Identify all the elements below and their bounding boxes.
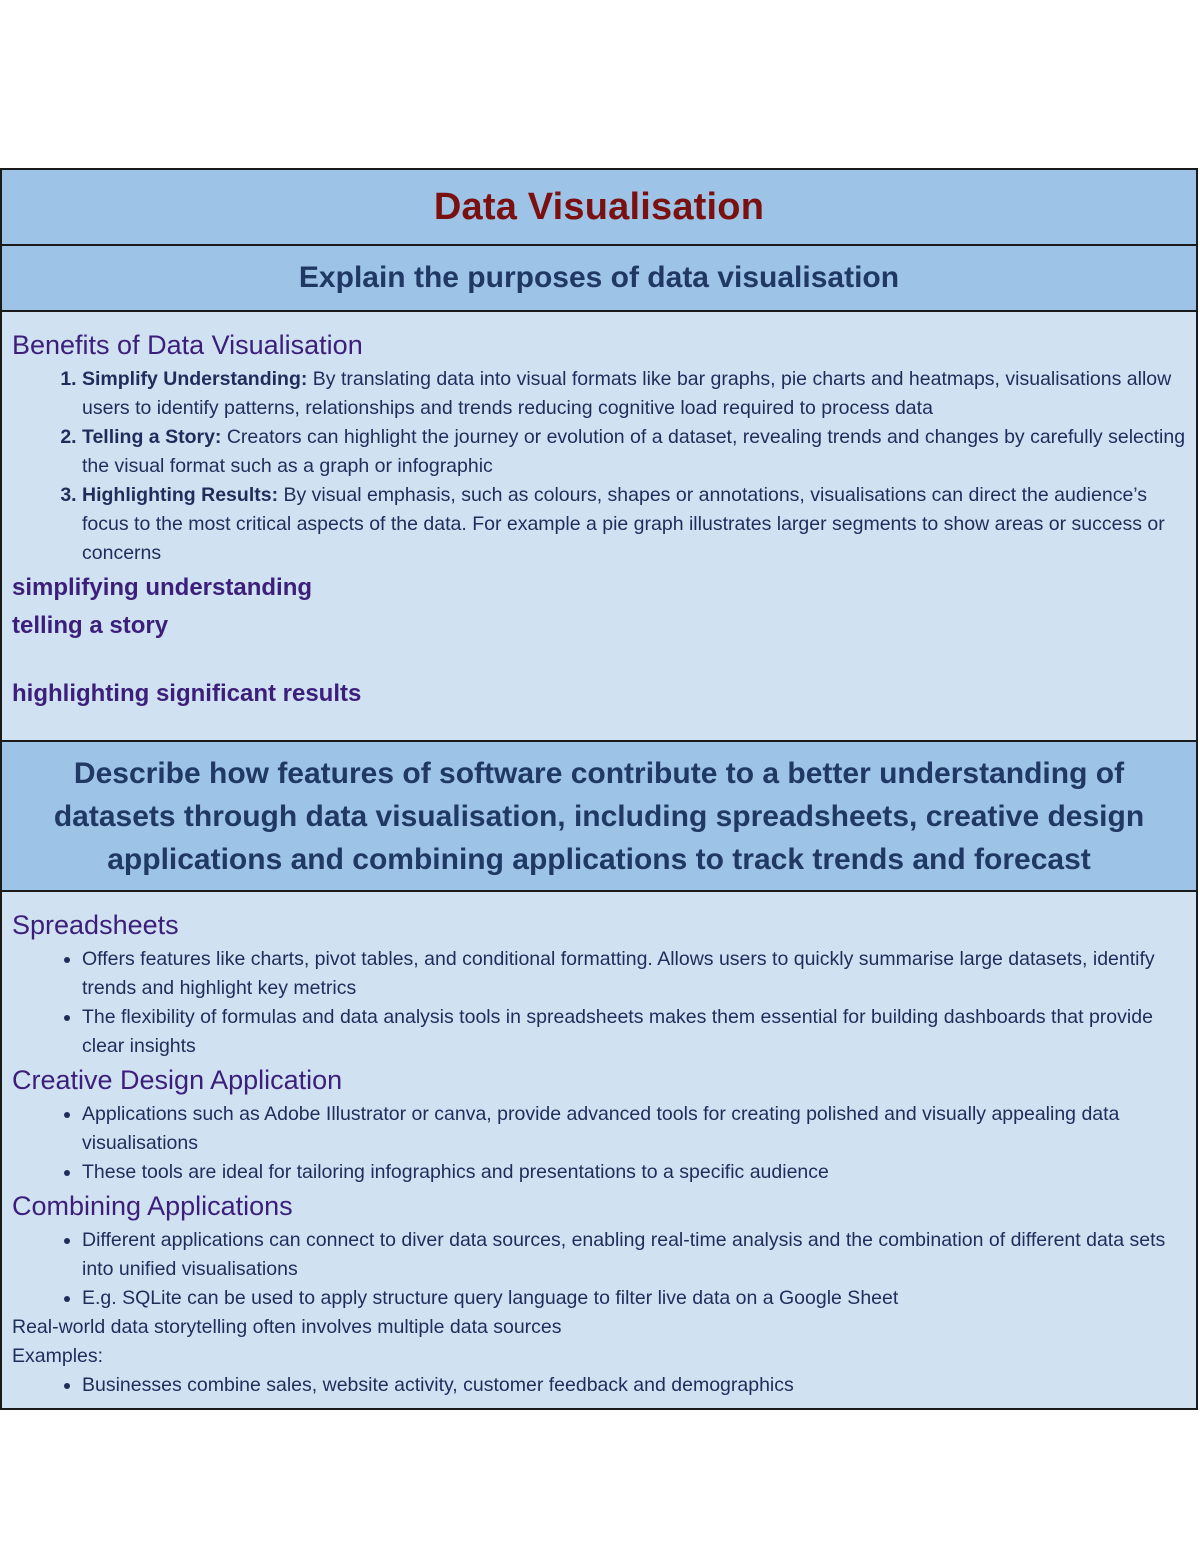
list-item: • Applications such as Adobe Illustrator or canva, provide advanced tools for creating polished and visually appealing data visualisations: [82, 1100, 1186, 1158]
combining-heading: Combining Applications: [12, 1191, 293, 1221]
spreadsheets-list: [12, 945, 1186, 1061]
document-table: [0, 168, 1198, 1410]
list-item: • The flexibility of formulas and data analysis tools in spreadsheets makes them essential for building dashboards that provide clear insights: [82, 1003, 1186, 1061]
list-item: • Businesses combine sales, website activity, customer feedback and demographics: [82, 1371, 1186, 1400]
creative-heading: Creative Design Application: [12, 1065, 343, 1095]
keyword-2: telling a story: [12, 612, 169, 639]
section2-heading: Describe how features of software contribute to a better understanding of datasets through data visualisation, including spreadsheets, creative design applications and combining applications to track trends and forecast: [53, 756, 1145, 876]
list-item: • Different applications can connect to diver data sources, enabling real-time analysis and the combination of different data sets into unified visualisations: [82, 1226, 1186, 1284]
combining-list: [12, 1226, 1186, 1313]
list-item: 2. Telling a Story: Creators can highlight the journey or evolution of a dataset, revealing trends and changes by carefully selecting the visual format such as a graph or infographic: [82, 423, 1186, 481]
title-row: [2, 170, 1196, 246]
benefits-list: [12, 365, 1186, 568]
section2-heading-row: [2, 742, 1196, 892]
list-item: 1. Simplify Understanding: By translating data into visual formats like bar graphs, pie charts and heatmaps, visualisations allow users to identify patterns, relationships and trends reducing cognitive load required to process data: [82, 365, 1186, 423]
list-item: 3. Highlighting Results: By visual emphasis, such as colours, shapes or annotations, visualisations can direct the audience’s focus to the most critical aspects of the data. For example a pie graph illustrates larger segments to show areas or success or concerns: [82, 481, 1186, 568]
list-item: • These tools are ideal for tailoring infographics and presentations to a specific audience: [82, 1158, 1186, 1187]
section1-heading-row: [2, 246, 1196, 312]
section1-heading: Explain the purposes of data visualisation: [298, 261, 900, 294]
examples-list: [12, 1371, 1186, 1400]
examples-label: Examples:: [12, 1345, 104, 1367]
benefits-heading: Benefits of Data Visualisation: [12, 330, 363, 360]
list-item: • Offers features like charts, pivot tables, and conditional formatting. Allows users to quickly summarise large datasets, identify trends and highlight key metrics: [82, 945, 1186, 1003]
list-item: • E.g. SQLite can be used to apply structure query language to filter live data on a Google Sheet: [82, 1284, 1186, 1313]
keyword-1: simplifying understanding: [12, 574, 313, 601]
combining-note: Real-world data storytelling often involves multiple data sources: [12, 1316, 562, 1338]
section2-content: [2, 892, 1196, 1408]
section1-content: [2, 312, 1196, 742]
spreadsheets-heading: Spreadsheets: [12, 910, 179, 940]
creative-list: [12, 1100, 1186, 1187]
page-title: Data Visualisation: [433, 185, 765, 228]
keyword-3: highlighting significant results: [12, 680, 362, 707]
